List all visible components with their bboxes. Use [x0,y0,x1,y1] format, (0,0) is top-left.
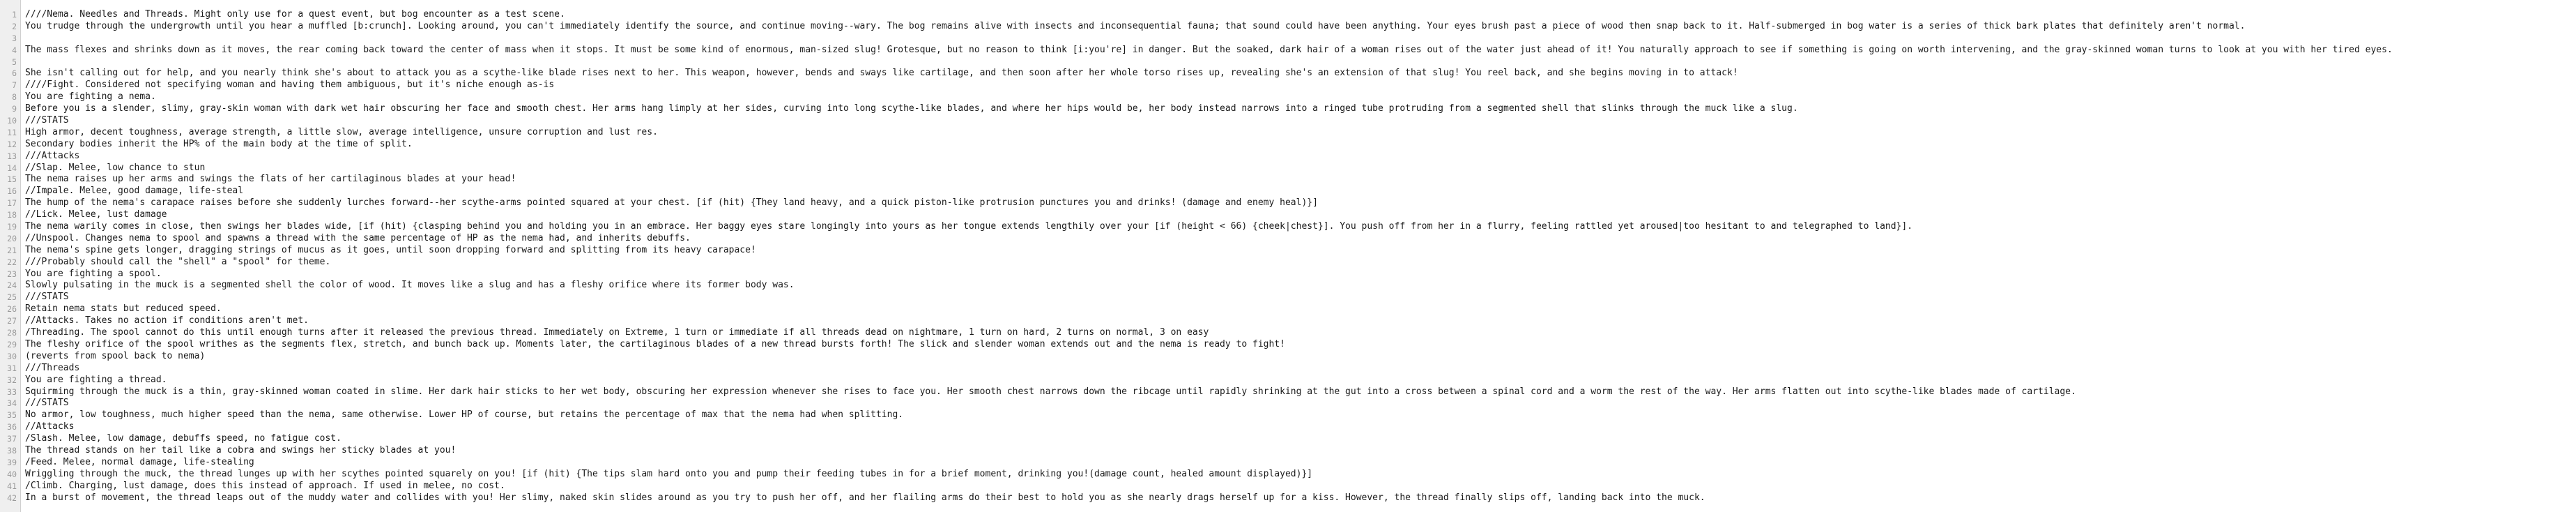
line-number: 40 [7,469,17,479]
code-line[interactable]: The thread stands on her tail like a cobra and swings her sticky blades at you! [25,444,457,455]
code-line[interactable]: Retain nema stats but reduced speed. [25,303,222,315]
code-line[interactable]: Slowly pulsating in the muck is a segmented shell the color of wood. It moves like a slug and has a fleshy orifice where its former body was. [25,280,795,291]
line-number: 12 [7,139,17,149]
code-line[interactable]: //Attacks [25,421,75,432]
code-line[interactable]: You are fighting a thread. [25,374,167,385]
line-number: 3 [12,33,17,43]
line-number: 4 [12,45,17,55]
line-number: 39 [7,457,17,467]
code-line[interactable]: No armor, low toughness, much higher speed than the nema, same otherwise. Lower HP of course, but retains the percentage of max that the nema had when splitting. [25,409,904,421]
code-line[interactable]: You are fighting a nema. [25,91,156,103]
code-line[interactable]: //Impale. Melee, good damage, life-steal [25,186,244,197]
line-number: 42 [7,492,17,503]
line-number: 23 [7,269,17,279]
code-line[interactable]: The nema warily comes in close, then swings her blades wide, [if (hit) {clasping behind you and holding you in an embrace. Her baggy eyes stare longingly into yours as her tongue extends lengthily over your [if (height < 66) {cheek|chest}]. You push off from her in a flurry, feeling rattled yet aroused|too hesitant to and telegraphed to land}]. [25,221,1913,232]
code-line[interactable]: ///STATS [25,292,69,303]
code-line[interactable]: /Climb. Charging, lust damage, does this instead of approach. If used in melee, no cost. [25,480,505,491]
line-number: 8 [12,92,17,103]
line-number: 2 [12,21,17,31]
line-number: 26 [7,304,17,315]
code-line[interactable]: She isn't calling out for help, and you nearly think she's about to attack you as a scythe-like blade rises next to her. This weapon, however, bends and sways like cartilage, and then soon after her whole torso rises up, revealing she's an extension of that slug! You reel back, and she begins moving in to attack! [25,68,1738,79]
line-number: 24 [7,280,17,291]
code-line[interactable]: ///Attacks [25,150,80,161]
line-number: 32 [7,375,17,385]
code-line[interactable]: /Slash. Melee, low damage, debuffs speed, no fatigue cost. [25,433,342,444]
code-line[interactable]: The fleshy orifice of the spool writhes as the segments flex, stretch, and bunch back up. Moments later, the cartilaginous blades of a new thread bursts forth! The slick and slender woman extends out and the nema is ready to fight! [25,338,1285,349]
code-line[interactable]: /Threading. The spool cannot do this until enough turns after it released the previous thread. Immediately on Extreme, 1 turn or immediate if all threads dead on nightmare, 1 turn on hard, 2 turns on normal, 3 on easy [25,327,1209,338]
line-number: 13 [7,151,17,161]
code-line[interactable]: The nema's spine gets longer, dragging strings of mucus as it goes, until soon dropping forward and splitting from its heavy carapace! [25,244,756,255]
code-line[interactable]: /Feed. Melee, normal damage, life-stealing [25,456,254,467]
line-number: 11 [7,127,17,137]
line-number: 10 [7,116,17,126]
line-number: 6 [12,68,17,79]
code-line[interactable] [25,57,2576,68]
code-line[interactable]: ////Nema. Needles and Threads. Might only use for a quest event, but bog encounter as a test scene. [25,9,565,20]
line-number: 35 [7,410,17,421]
line-number: 19 [7,222,17,232]
line-number: 36 [7,422,17,432]
code-area[interactable] [21,0,2576,512]
line-number: 1 [12,10,17,20]
code-line[interactable]: Secondary bodies inherit the HP% of the main body at the time of split. [25,138,413,149]
line-number: 34 [7,398,17,409]
line-number: 28 [7,328,17,338]
code-line[interactable]: ///STATS [25,398,69,409]
line-number: 22 [7,257,17,267]
line-number: 37 [7,434,17,444]
line-number: 20 [7,233,17,243]
line-number: 21 [7,245,17,255]
code-line[interactable]: ///STATS [25,115,69,126]
code-line[interactable]: ////Fight. Considered not specifying woman and having them ambiguous, but it's niche enough as-is [25,80,555,91]
line-number: 18 [7,210,17,220]
code-line[interactable]: Before you is a slender, slimy, gray-skin woman with dark wet hair obscuring her face and smooth chest. Her arms hang limply at her sides, curving into long scythe-like blades, and where her hips would be, her body instead narrows into a ringed tube protruding from a segmented shell that slinks through the muck like a slug. [25,103,1798,114]
line-number: 27 [7,316,17,326]
code-line[interactable]: Squirming through the muck is a thin, gray-skinned woman coated in slime. Her dark hair sticks to her wet body, obscuring her expression whenever she rises to face you. Her smooth chest narrows down the ribcage until rapidly shrinking at the gut into a cross between a spinal cord and a worm the rest of the way. Her arms flatten out into scythe-like blades made of cartilage. [25,386,2076,397]
code-line[interactable]: The nema raises up her arms and swings the flats of her cartilaginous blades at your head! [25,174,516,185]
line-number: 41 [7,481,17,491]
line-number-gutter [0,0,21,512]
line-number: 30 [7,351,17,361]
code-line[interactable]: ///Probably should call the "shell" a "spool" for theme. [25,256,331,267]
code-line[interactable] [25,33,2576,45]
line-number: 33 [7,386,17,397]
line-number: 31 [7,363,17,373]
line-number: 25 [7,292,17,303]
line-number: 15 [7,174,17,185]
line-number: 9 [12,104,17,114]
code-line[interactable]: The mass flexes and shrinks down as it moves, the rear coming back toward the center of mass when it stops. It must be some kind of enormous, man-sized slug! Grotesque, but no reason to think [i:you're] in danger. But the soaked, dark hair of a woman rises out of the water just ahead of it! You naturally approach to see if something is going on worth intervening, and the gray-skinned woman turns to look at you with her tired eyes. [25,44,2393,55]
code-line[interactable]: You are fighting a spool. [25,268,162,279]
line-number: 29 [7,339,17,349]
code-line[interactable]: The hump of the nema's carapace raises before she suddenly lurches forward--her scythe-arms pointed squared at your chest. [if (hit) {They land heavy, and a quick piston-like protrusion punctures you and drinks! (damage and enemy heal)}] [25,197,1318,209]
line-number: 7 [12,80,17,91]
line-number: 38 [7,445,17,455]
code-line[interactable]: //Slap. Melee, low chance to stun [25,162,206,173]
code-line[interactable]: Wriggling through the muck, the thread lunges up with her scythes pointed squarely on you! [if (hit) {The tips slam hard onto you and pump their feeding tubes in for a brief moment, drinking you!(damage count, healed amount displayed)}] [25,468,1313,479]
code-line[interactable]: You trudge through the undergrowth until you hear a muffled [b:crunch]. Looking around, you can't immediately identify the source, and continue moving--wary. The bog remains alive with insects and inconsequential fauna; that sound could have been anything. Your eyes brush past a piece of wood then snap back to it. Half-submerged in bog water is a series of thick bark plates that definitely aren't normal. [25,20,2246,31]
code-line[interactable]: ///Threads [25,362,80,373]
code-line[interactable]: //Attacks. Takes no action if conditions aren't met. [25,315,309,326]
line-number: 14 [7,163,17,173]
code-line[interactable]: High armor, decent toughness, average strength, a little slow, average intelligence, unsure corruption and lust res. [25,126,658,137]
code-line[interactable]: //Unspool. Changes nema to spool and spawns a thread with the same percentage of HP as the nema had, and inherits debuffs. [25,232,691,243]
code-line[interactable]: (reverts from spool back to nema) [25,350,206,361]
line-number: 5 [12,57,17,67]
line-number: 16 [7,186,17,197]
code-line[interactable]: In a burst of movement, the thread leaps out of the muddy water and collides with you! Her slimy, naked skin slides around as you try to push her off, and her flailing arms do their best to hold you as she nearly drags herself up for a kiss. However, the thread finally slips off, landing back into the muck. [25,492,1705,503]
line-number: 17 [7,198,17,209]
code-line[interactable]: //Lick. Melee, lust damage [25,209,167,220]
